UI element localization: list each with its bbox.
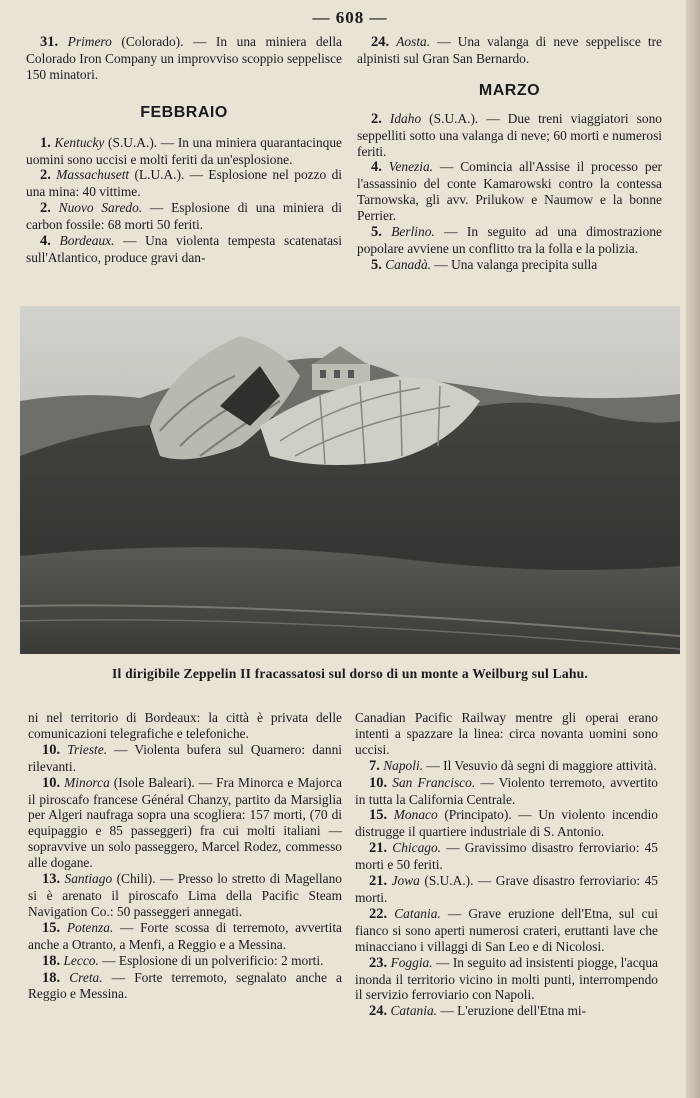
entry: 31. Primero (Colorado). — In una miniera della Colorado Iron Company un improvviso scoppio seppelisce 150 minatori. — [26, 34, 342, 82]
column-top-right — [357, 34, 662, 274]
entry: 18. Lecco. — Esplosione di un polverificio: 2 morti. — [42, 952, 324, 969]
column-top-left — [26, 34, 342, 266]
entry: 1. Kentucky (S.U.A.). — In una miniera quarantacinque uomini sono uccisi e molti feriti da un'esplosione. — [26, 134, 342, 167]
page-number: — 608 — — [312, 8, 388, 27]
photo-illustration — [20, 306, 680, 654]
zeppelin-wreck-photo — [20, 306, 680, 654]
entry: 15. Monaco (Principato). — Un violento incendio distrugge il quartiere industriale di S. Antonio. — [355, 807, 658, 840]
entry: 5. Berlino. — In seguito ad una dimostrazione popolare avviene un conflitto tra la folla e la polizia. — [357, 224, 662, 256]
entry-continuation: ni nel territorio di Bordeaux: la città è privata delle comunicazioni telegrafiche e telefoniche. — [28, 710, 342, 741]
entry: 2. Idaho (S.U.A.). — Due treni viaggiatori sono seppelliti sotto una valanga di neve; 60 morti e numerosi feriti. — [357, 110, 662, 159]
entry: 21. Chicago. — Gravissimo disastro ferroviario: 45 morti e 50 feriti. — [355, 840, 658, 873]
column-bottom-left — [28, 710, 342, 1002]
entry: 7. Napoli. — Il Vesuvio dà segni di maggiore attività. — [369, 757, 657, 774]
entry: 10. Minorca (Isole Baleari). — Fra Minorca e Majorca il piroscafo francese Général Chanzy, partito da Marsiglia per Algeri naufraga sopra una scogliera: 157 morti, (70 di equipaggio e 85 passeggeri) fra cui molti italiani — sopravvive un solo passeggero, Marcel Rodez, commesso alle dogane. — [28, 774, 342, 871]
entry: 23. Foggia. — In seguito ad insistenti piogge, l'acqua inonda il territorio vicino in molti punti, interrompendo il servizio ferroviario con Napoli. — [355, 954, 658, 1003]
entry: 4. Bordeaux. — Una violenta tempesta scatenatasi sull'Atlantico, produce gravi dan- — [26, 233, 342, 265]
entry: 21. Jowa (S.U.A.). — Grave disastro ferroviario: 45 morti. — [355, 873, 658, 905]
column-bottom-right — [355, 710, 658, 1020]
entry: 24. Aosta. — Una valanga di neve seppelisce tre alpinisti sul Gran San Bernardo. — [357, 34, 662, 66]
photo-caption: Il dirigibile Zeppelin II fracassatosi sul dorso di un monte a Weilburg sul Lahu. — [112, 666, 588, 681]
entry: 22. Catania. — Grave eruzione dell'Etna, sul cui fianco si sono aperti numerosi crateri, eruttanti lave che minacciano i villaggi di San Leo e di Nicolosi. — [355, 905, 658, 954]
entry: 13. Santiago (Chili). — Presso lo stretto di Magellano si è arenato il piroscafo Lima della Pacific Steam Navigation Co.: 50 passeggeri annegati. — [28, 871, 342, 919]
entry: 15. Potenza. — Forte scossa di terremoto, avvertita anche a Otranto, a Menfi, a Reggio e a Messina. — [28, 919, 342, 952]
section-heading-marzo: MARZO — [478, 81, 541, 99]
section-heading-febbraio: FEBBRAIO — [140, 103, 228, 121]
entry: 24. Catania. — L'eruzione dell'Etna mi- — [369, 1003, 587, 1020]
entry: 18. Creta. — Forte terremoto, segnalato anche a Reggio e Messina. — [28, 969, 342, 1002]
entry-continuation: Canadian Pacific Railway mentre gli operai erano intenti a spazzare la linea: circa novanta uomini sono uccisi. — [355, 710, 658, 757]
entry: 10. San Francisco. — Violento terremoto, avvertito in tutta la California Centrale. — [355, 774, 658, 807]
entry: 2. Nuovo Saredo. — Esplosione di una miniera di carbon fossile: 68 morti 50 feriti. — [26, 200, 342, 233]
entry: 5. Canadà. — Una valanga precipita sulla — [371, 256, 598, 273]
entry: 10. Trieste. — Violenta bufera sul Quarnero: danni rilevanti. — [28, 741, 342, 774]
page-edge — [686, 0, 700, 1098]
entry: 2. Massachusett (L.U.A.). — Esplosione nel pozzo di una mina: 40 vittime. — [26, 167, 342, 200]
entry: 4. Venezia. — Comincia all'Assise il processo per l'assassinio del conte Kamarowski contro la contessa Tarnowska, gli avv. Prilukow e Naumow e la bonne Perrier. — [357, 159, 662, 224]
